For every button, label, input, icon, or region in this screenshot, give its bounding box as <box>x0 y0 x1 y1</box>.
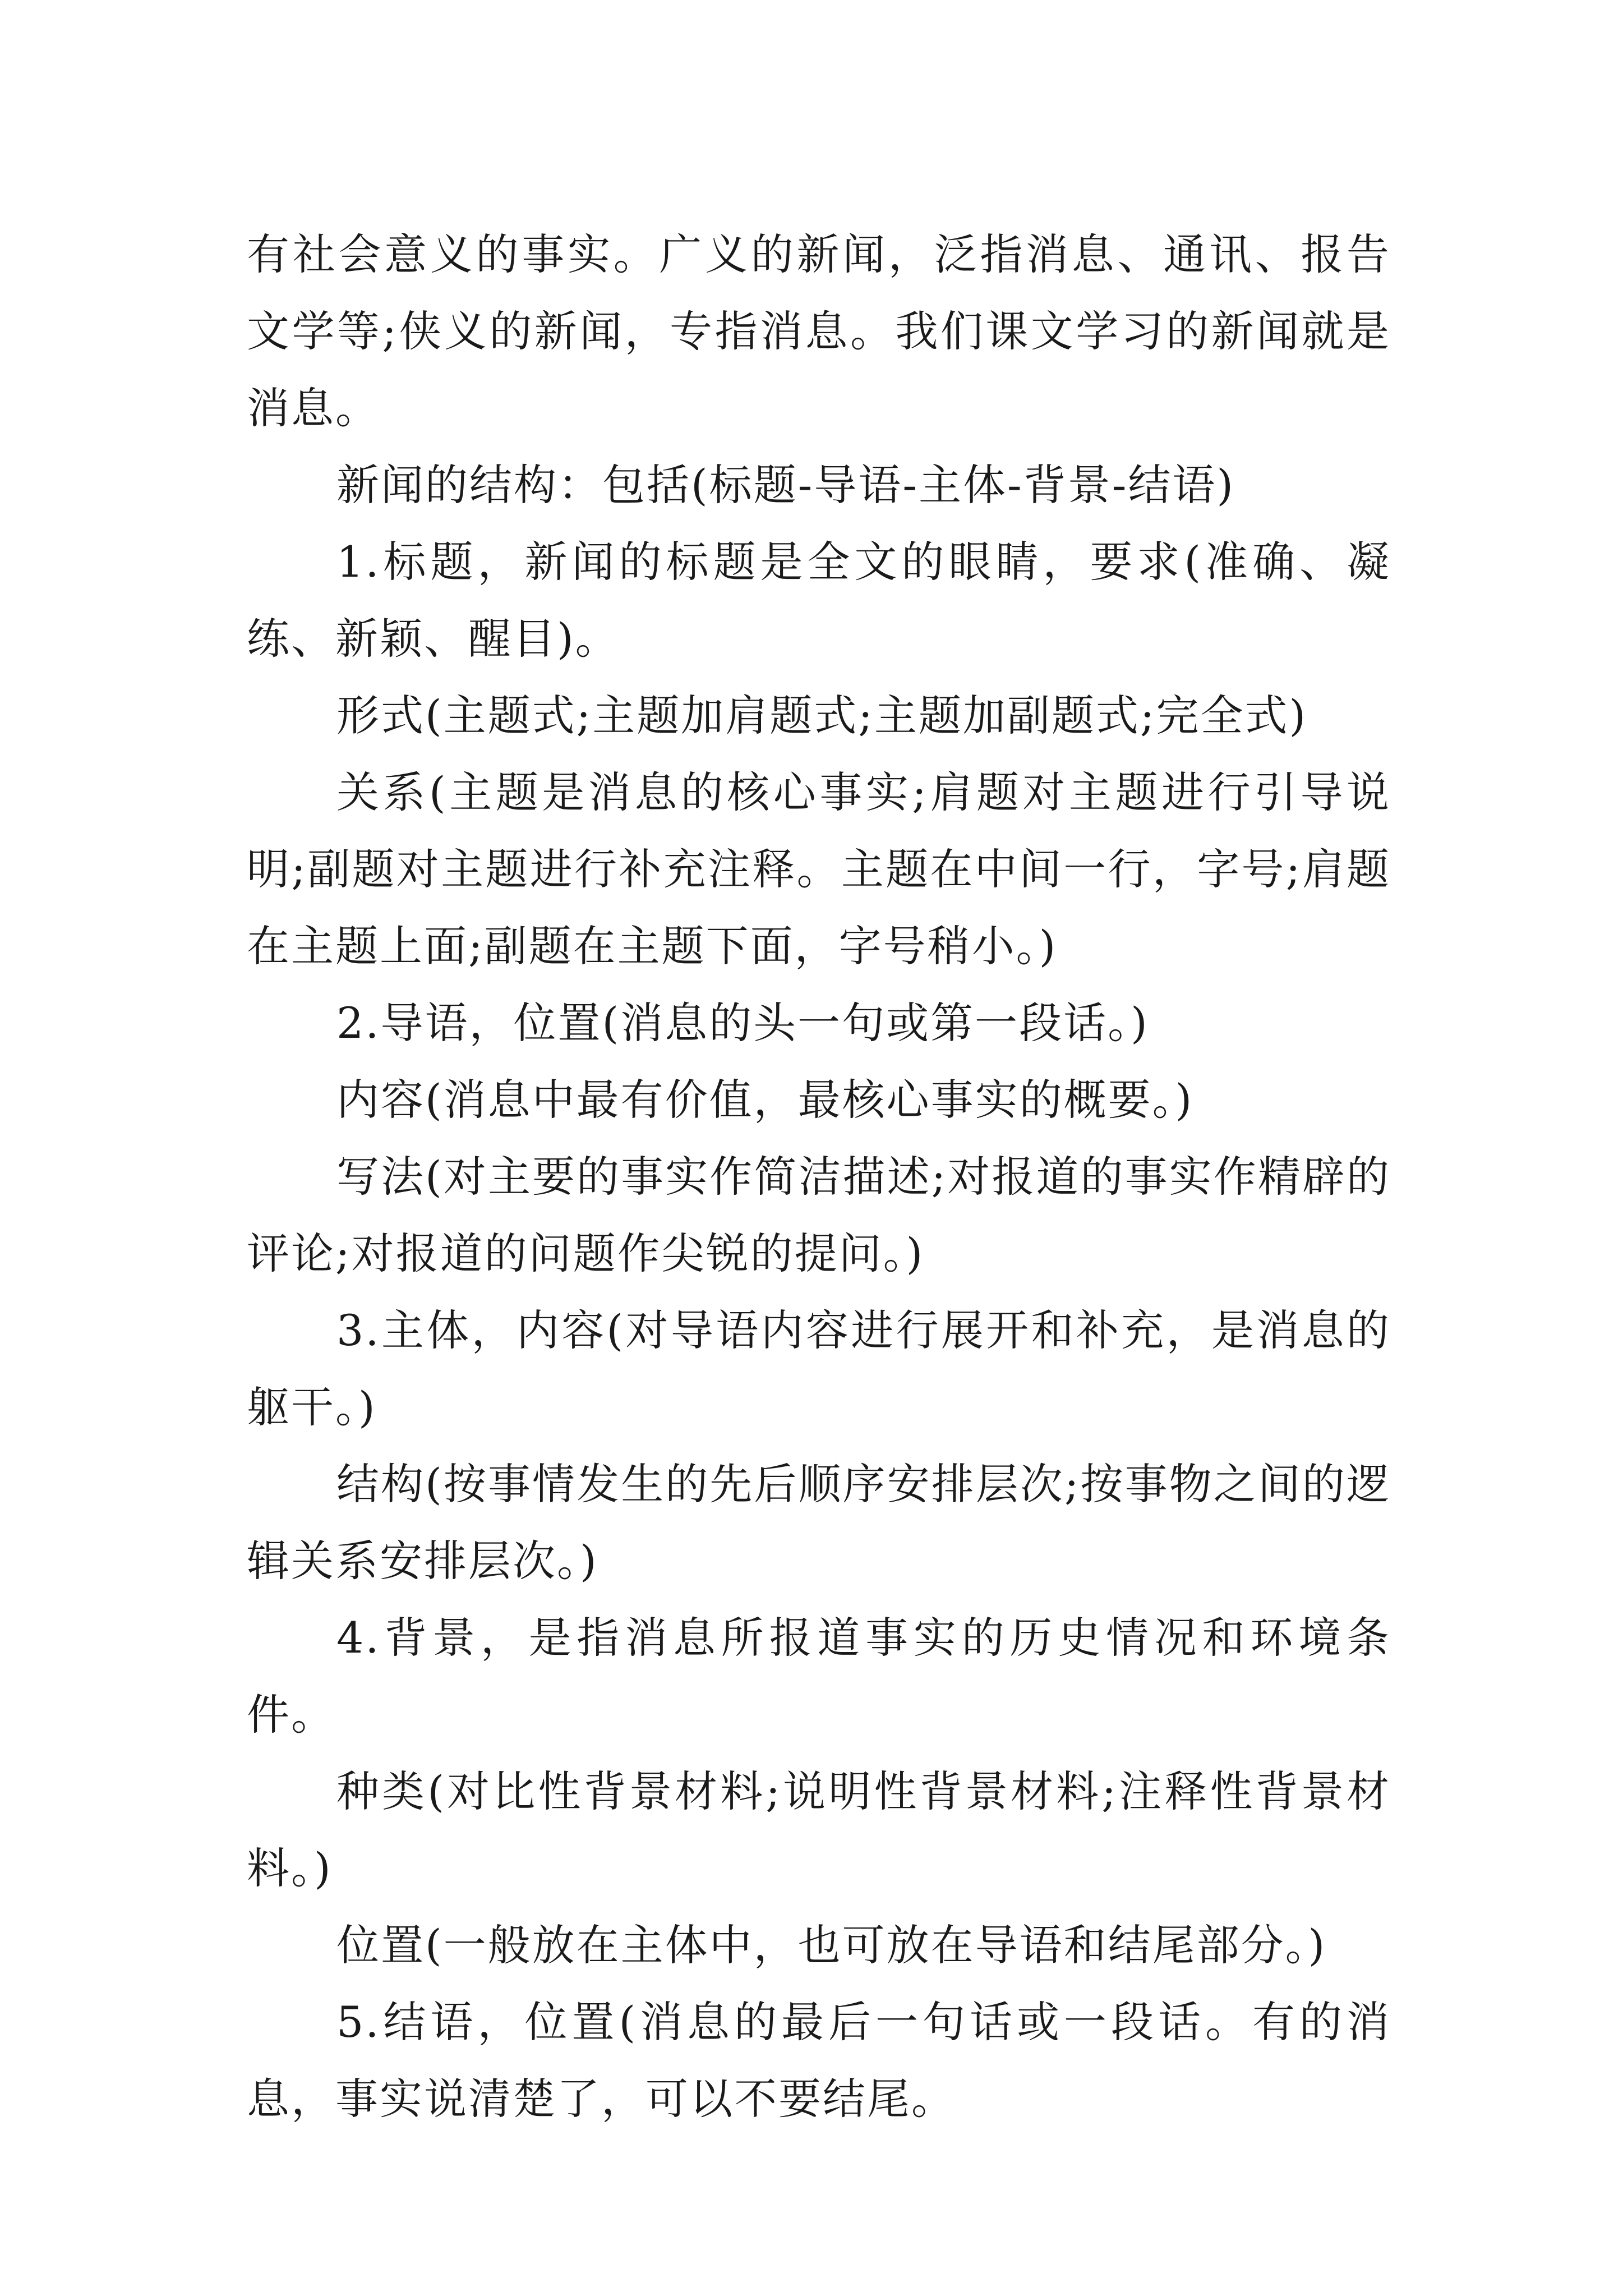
paragraph-news-structure: 新闻的结构：包括(标题-导语-主体-背景-结语) <box>336 460 1235 510</box>
paragraph-lead-position: 2.导语，位置(消息的头一句或第一段话。) <box>336 998 1149 1048</box>
paragraph-background-position: 位置(一般放在主体中，也可放在导语和结尾部分。) <box>336 1920 1327 1970</box>
paragraph-body-content: 3.主体，内容(对导语内容进行展开和补充，是消息的躯干。) <box>247 1305 1391 1432</box>
paragraph-headline: 1.标题，新闻的标题是全文的眼睛，要求(准确、凝练、新颖、醒目)。 <box>247 537 1391 664</box>
paragraph-conclusion: 5.结语，位置(消息的最后一句话或一段话。有的消息，事实说清楚了，可以不要结尾。 <box>247 1997 1391 2124</box>
paragraph-headline-relations: 关系(主题是消息的核心事实;肩题对主题进行引导说明;副题对主题进行补充注释。主题在中间一行，字号;肩题在主题上面;副题在主题下面，字号稍小。) <box>247 767 1391 971</box>
document-body <box>247 216 1391 2137</box>
paragraph-continued: 有社会意义的事实。广义的新闻，泛指消息、通讯、报告文学等;侠义的新闻，专指消息。我们课文学习的新闻就是消息。 <box>247 229 1391 433</box>
paragraph-background: 4.背景，是指消息所报道事实的历史情况和环境条件。 <box>247 1613 1391 1740</box>
paragraph-body-structure: 结构(按事情发生的先后顺序安排层次;按事物之间的逻辑关系安排层次。) <box>247 1459 1391 1586</box>
paragraph-lead-writing: 写法(对主要的事实作简洁描述;对报道的事实作精辟的评论;对报道的问题作尖锐的提问。) <box>247 1152 1391 1278</box>
paragraph-headline-forms: 形式(主题式;主题加肩题式;主题加副题式;完全式) <box>336 691 1308 740</box>
paragraph-lead-content: 内容(消息中最有价值，最核心事实的概要。) <box>336 1075 1194 1125</box>
paragraph-background-types: 种类(对比性背景材料;说明性背景材料;注释性背景材料。) <box>247 1766 1391 1893</box>
